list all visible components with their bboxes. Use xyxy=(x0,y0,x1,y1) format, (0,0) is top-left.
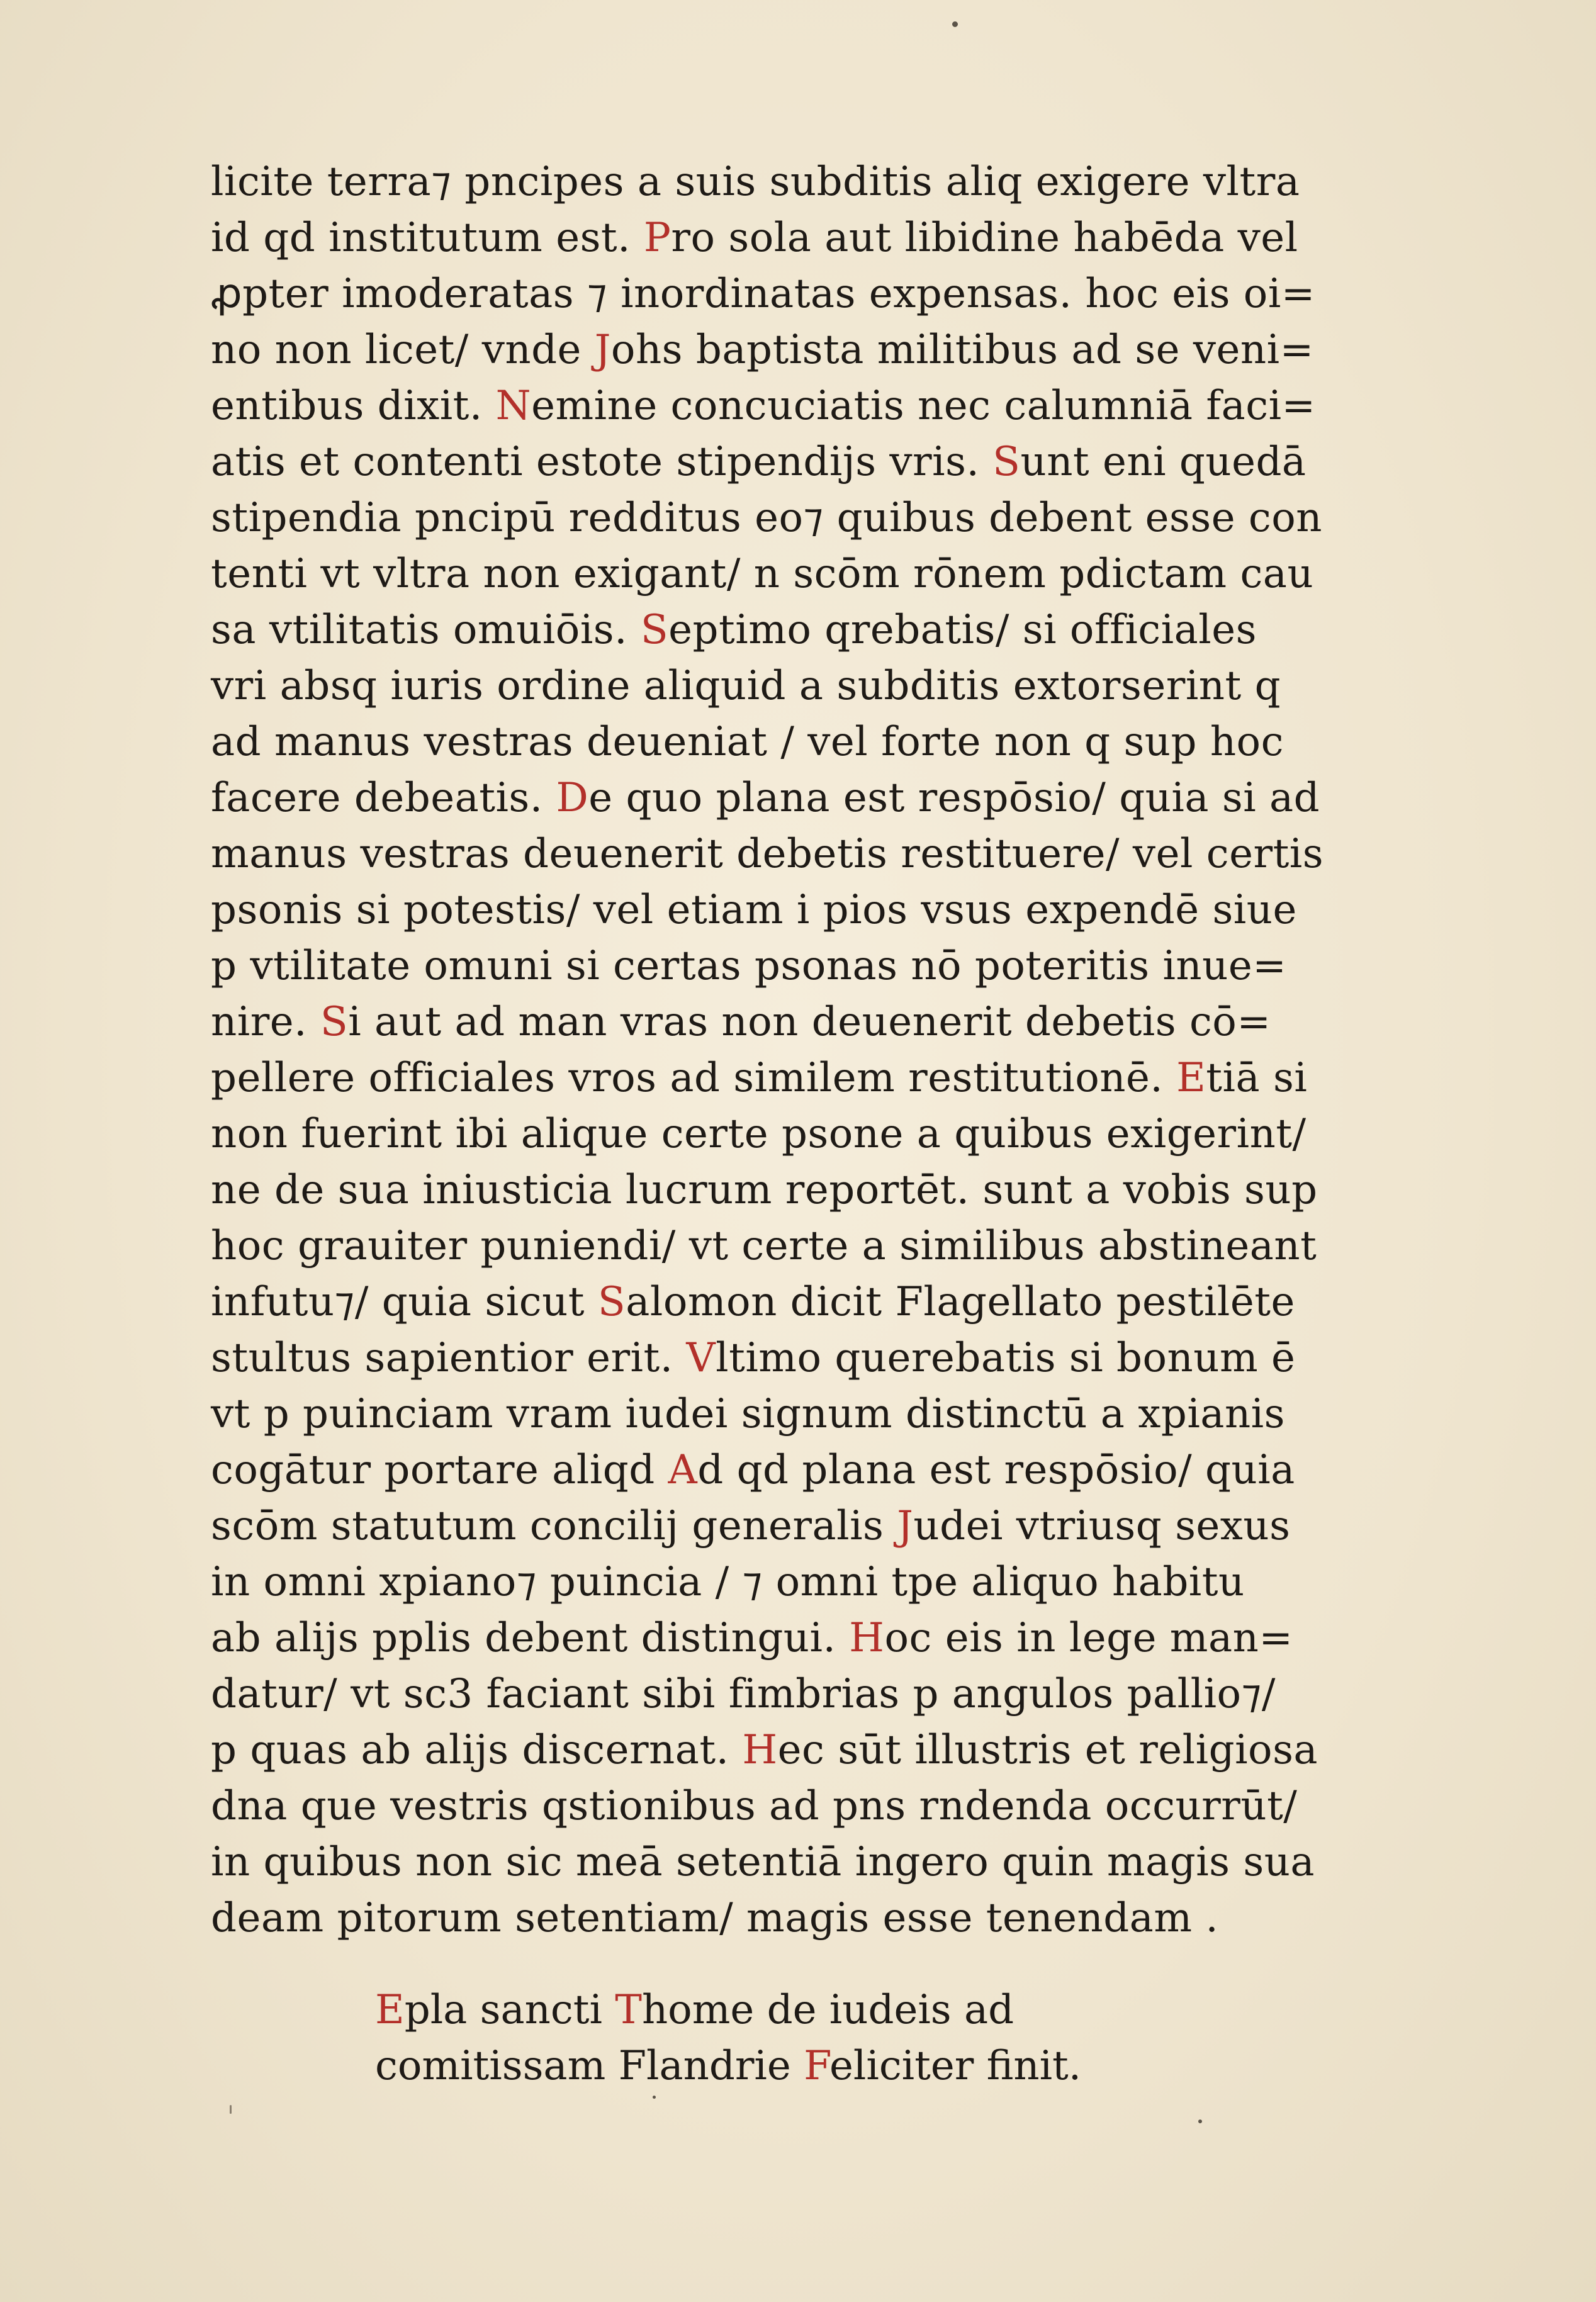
text-line: sa vtilitatis omuiōis. Septimo qrebatis/ si officiales xyxy=(211,607,1257,653)
text-line: manus vestras deuenerit debetis restituere/ vel certis xyxy=(211,831,1324,877)
text-line: no non licet/ vnde Johs baptista militibus ad se veni= xyxy=(211,327,1314,373)
rubric-initial: H xyxy=(849,1615,885,1661)
text-line: hoc grauiter puniendi/ vt certe a similibus abstineant xyxy=(211,1223,1317,1269)
text-line: non fuerint ibi alique certe psone a quibus exigerint/ xyxy=(211,1111,1307,1157)
text-line: vri absq iuris ordine aliquid a subditis extorserint q xyxy=(211,663,1281,709)
text-line: stultus sapientior erit. Vltimo querebatis si bonum ē xyxy=(211,1335,1296,1381)
text-line: stipendia pncipū redditus eo⁊ quibus debent esse con xyxy=(211,495,1322,541)
text-line: ne de sua iniusticia lucrum reportēt. sunt a vobis sup xyxy=(211,1167,1318,1213)
text-line: psonis si potestis/ vel etiam i pios vsus expendē siue xyxy=(211,887,1297,933)
text-line: atis et contenti estote stipendijs vris. Sunt eni quedā xyxy=(211,439,1307,485)
rubric-initial: P xyxy=(643,215,672,261)
rubric-initial: E xyxy=(375,1987,405,2033)
rubric-initial: S xyxy=(597,1279,626,1325)
text-line: cogātur portare aliqd Ad qd plana est respōsio/ quia xyxy=(211,1447,1295,1493)
text-line: scōm statutum concilij generalis Judei vtriusq sexus xyxy=(211,1503,1291,1549)
text-line: dna que vestris qstionibus ad pns rndenda occurrūt/ xyxy=(211,1783,1298,1829)
rubric-initial: S xyxy=(640,607,669,653)
text-line: vt p puinciam vram iudei signum distinctū a xpianis xyxy=(211,1391,1285,1437)
rubric-initial: T xyxy=(615,1987,642,2033)
text-line: entibus dixit. Nemine concuciatis nec calumniā faci= xyxy=(211,383,1316,429)
text-line: facere debeatis. De quo plana est respōsio/ quia si ad xyxy=(211,775,1320,821)
text-line: ꝓpter imoderatas ⁊ inordinatas expensas. hoc eis oi= xyxy=(211,271,1315,317)
text-line: infutu⁊/ quia sicut Salomon dicit Flagellato pestilēte xyxy=(211,1279,1295,1325)
text-line: licite terra⁊ pncipes a suis subditis aliq exigere vltra xyxy=(211,159,1300,205)
text-line: tenti vt vltra non exigant/ n scōm rōnem pdictam cau xyxy=(211,551,1314,597)
rubric-initial: N xyxy=(495,383,532,429)
text-line: p quas ab alijs discernat. Hec sūt illustris et religiosa xyxy=(211,1727,1318,1773)
rubric-initial: H xyxy=(742,1727,778,1773)
text-line: in omni xpiano⁊ puincia / ⁊ omni tpe aliquo habitu xyxy=(211,1559,1245,1605)
text-line: ab alijs pplis debent distingui. Hoc eis in lege man= xyxy=(211,1615,1293,1661)
rubric-initial: A xyxy=(668,1447,698,1493)
colophon-line: comitissam Flandrie Feliciter finit. xyxy=(375,2043,1082,2089)
text-line: datur/ vt sc3 faciant sibi fimbrias p angulos pallio⁊/ xyxy=(211,1671,1276,1717)
rubric-initial: V xyxy=(686,1335,716,1381)
rubric-initial: J xyxy=(897,1503,914,1549)
rubric-initial: S xyxy=(992,439,1021,485)
ink-speck xyxy=(230,2105,232,2114)
colophon-line: Epla sancti Thome de iudeis ad xyxy=(375,1987,1014,2033)
ink-speck xyxy=(952,21,958,27)
rubric-initial: D xyxy=(556,775,589,821)
text-line: ad manus vestras deueniat / vel forte non q sup hoc xyxy=(211,719,1284,765)
text-line: p vtilitate omuni si certas psonas nō poteritis inue= xyxy=(211,943,1287,989)
rubric-initial: F xyxy=(804,2043,829,2089)
text-line: nire. Si aut ad man vras non deuenerit debetis cō= xyxy=(211,999,1271,1045)
ink-speck xyxy=(1198,2120,1202,2123)
rubric-initial: E xyxy=(1176,1055,1206,1101)
text-line: in quibus non sic meā setentiā ingero quin magis sua xyxy=(211,1839,1315,1885)
colophon xyxy=(375,1982,1319,2094)
ink-speck xyxy=(653,2096,656,2099)
text-line: id qd institutum est. Pro sola aut libidine habēda vel xyxy=(211,215,1298,261)
text-line: pellere officiales vros ad similem restitutionē. Etiā si xyxy=(211,1055,1308,1101)
text-line: deam pitorum setentiam/ magis esse tenendam . xyxy=(211,1895,1219,1941)
rubric-initial: S xyxy=(320,999,349,1045)
body-text xyxy=(211,154,1324,1946)
rubric-initial: J xyxy=(594,327,611,373)
